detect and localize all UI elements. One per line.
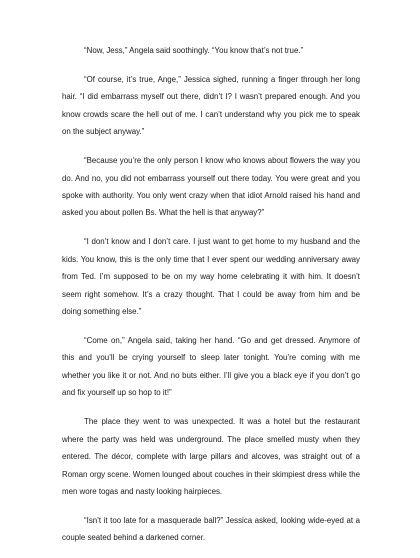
- paragraph: “I don’t know and I don’t care. I just want to get home to my husband and the kids. You know, this is the only time that I ever spent our wedding anniversary away from Ted. I’m supposed to be on my way home celebrating it with him. It doesn’t seem right somehow. It’s a crazy thought. That I could be away from him and be doing something else.”: [62, 237, 360, 317]
- paragraph: “Because you’re the only person I know who knows about flowers the way you do. And no, you did not embarrass yourself out there today. You were great and you spoke with authority. You only went crazy when that idiot Arnold raised his hand and asked you about pollen Bs. What the hell is that anyway?”: [62, 156, 360, 218]
- paragraph: “Isn’t it too late for a masquerade ball?” Jessica asked, looking wide-eyed at a couple seated behind a darkened corner.: [62, 515, 360, 543]
- paragraph: “Of course, it’s true, Ange,” Jessica sighed, running a finger through her long hair. “I did embarrass myself out there, didn’t I? I wasn’t prepared enough. And you know crowds scare the hell out of me. I can’t understand why you pick me to speak on the subject anyway.”: [62, 75, 360, 137]
- paragraph: “Now, Jess,” Angela said soothingly. “You know that’s not true.”: [84, 46, 304, 55]
- paragraph: The place they went to was unexpected. It was a hotel but the restaurant where the party was held was underground. The place smelled musty when they entered. The décor, complete with large pillars and alcoves, was straight out of a Roman orgy scene. Women lounged about couches in their skimpiest dress while the men wore togas and nasty looking hairpieces.: [62, 417, 360, 496]
- paragraph: “Come on,” Angela said, taking her hand. “Go and get dressed. Anymore of this and you’ll be crying yourself to sleep later tonight. You’re coming with me whether you like it or not. And no buts either. I’ll give you a black eye if you don’t go and fix yourself up so hop to it!”: [62, 336, 360, 398]
- body-text: [62, 42, 360, 558]
